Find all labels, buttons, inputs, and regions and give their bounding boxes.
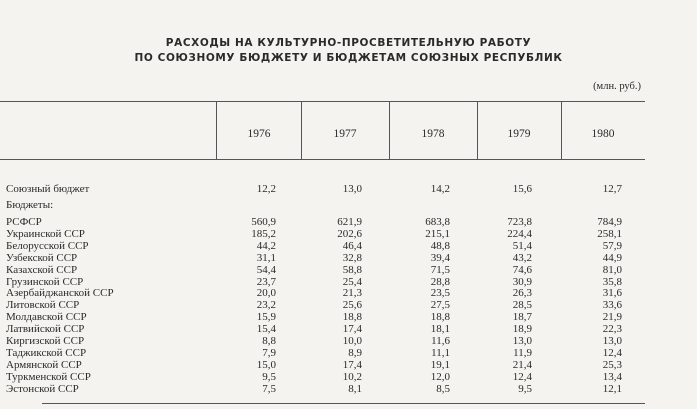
table-row-value: 9,5 bbox=[518, 383, 532, 395]
union-budget-row-value: 15,6 bbox=[512, 183, 532, 195]
table-row-value: 7,9 bbox=[262, 347, 276, 359]
table-row-label: Молдавской ССР bbox=[6, 311, 87, 323]
year-header-1980: 1980 bbox=[591, 128, 615, 140]
table-row-value: 10,0 bbox=[342, 335, 362, 347]
table-row-label: РСФСР bbox=[6, 216, 42, 228]
table-row-label: Туркменской ССР bbox=[6, 371, 91, 383]
union-budget-row-value: 12,7 bbox=[602, 183, 622, 195]
union-budget-row-label: Союзный бюджет bbox=[6, 183, 90, 195]
table-row-value: 30,9 bbox=[512, 276, 532, 288]
table-row-value: 23,5 bbox=[430, 287, 450, 299]
table-row-value: 15,4 bbox=[256, 323, 276, 335]
table-row-value: 26,3 bbox=[512, 287, 532, 299]
table-row-label: Таджикской ССР bbox=[6, 347, 87, 359]
table-row-value: 18,1 bbox=[430, 323, 450, 335]
table-row-value: 33,6 bbox=[602, 299, 622, 311]
table-row-value: 21,9 bbox=[602, 311, 622, 323]
table-row-value: 8,8 bbox=[262, 335, 276, 347]
table-row-value: 25,3 bbox=[602, 359, 622, 371]
table-title-line-1: РАСХОДЫ НА КУЛЬТУРНО-ПРОСВЕТИТЕЛЬНУЮ РАБОТУ bbox=[165, 37, 532, 49]
table-row-value: 32,8 bbox=[342, 252, 362, 264]
table-row-label: Азербайджанской ССР bbox=[6, 287, 114, 299]
table-row-value: 8,5 bbox=[436, 383, 450, 395]
column-divider bbox=[477, 102, 478, 159]
table-row-label: Киргизской ССР bbox=[6, 335, 85, 347]
table-row-value: 39,4 bbox=[430, 252, 450, 264]
table-row-value: 12,0 bbox=[430, 371, 450, 383]
table-row-value: 25,6 bbox=[342, 299, 362, 311]
table-row-label: Грузинской ССР bbox=[6, 276, 84, 288]
table-row-label: Литовской ССР bbox=[6, 299, 80, 311]
year-header-1978: 1978 bbox=[421, 128, 445, 140]
table-row-value: 43,2 bbox=[512, 252, 532, 264]
table-row-value: 12,4 bbox=[602, 347, 622, 359]
table-row-value: 683,8 bbox=[425, 216, 450, 228]
header-top-rule bbox=[0, 101, 645, 102]
union-budget-row-value: 13,0 bbox=[342, 183, 362, 195]
year-header-1977: 1977 bbox=[333, 128, 357, 140]
table-row-value: 12,1 bbox=[602, 383, 622, 395]
year-header-1976: 1976 bbox=[247, 128, 271, 140]
table-bottom-rule bbox=[42, 403, 645, 404]
table-row-value: 23,7 bbox=[256, 276, 276, 288]
table-row-value: 258,1 bbox=[597, 228, 622, 240]
table-row-value: 8,9 bbox=[348, 347, 362, 359]
table-row-value: 19,1 bbox=[430, 359, 450, 371]
table-row-value: 185,2 bbox=[251, 228, 276, 240]
table-row-value: 202,6 bbox=[337, 228, 362, 240]
table-row-value: 35,8 bbox=[602, 276, 622, 288]
table-row-value: 17,4 bbox=[342, 323, 362, 335]
table-row-value: 44,9 bbox=[602, 252, 622, 264]
table-row-value: 621,9 bbox=[337, 216, 362, 228]
table-row-value: 21,4 bbox=[512, 359, 532, 371]
union-budget-row-value: 14,2 bbox=[430, 183, 450, 195]
column-divider bbox=[301, 102, 302, 159]
column-divider bbox=[216, 102, 217, 159]
table-row-value: 28,8 bbox=[430, 276, 450, 288]
table-row-value: 18,9 bbox=[512, 323, 532, 335]
table-row-value: 23,2 bbox=[256, 299, 276, 311]
units-label: (млн. руб.) bbox=[593, 81, 641, 92]
table-row-value: 18,8 bbox=[342, 311, 362, 323]
table-row-value: 21,3 bbox=[342, 287, 362, 299]
table-row-value: 11,9 bbox=[513, 347, 532, 359]
table-row-value: 31,6 bbox=[602, 287, 622, 299]
table-row-value: 20,0 bbox=[256, 287, 276, 299]
table-row-value: 18,8 bbox=[430, 311, 450, 323]
table-row-value: 13,4 bbox=[602, 371, 622, 383]
table-row-label: Латвийской ССР bbox=[6, 323, 85, 335]
table-row-value: 58,8 bbox=[342, 264, 362, 276]
table-row-value: 13,0 bbox=[602, 335, 622, 347]
table-row-value: 31,1 bbox=[256, 252, 276, 264]
table-row-label: Эстонской ССР bbox=[6, 383, 79, 395]
table-row-value: 9,5 bbox=[262, 371, 276, 383]
table-row-value: 74,6 bbox=[512, 264, 532, 276]
table-row-value: 10,2 bbox=[342, 371, 362, 383]
table-row-value: 71,5 bbox=[430, 264, 450, 276]
table-row-value: 15,9 bbox=[256, 311, 276, 323]
column-divider bbox=[389, 102, 390, 159]
table-row-value: 13,0 bbox=[512, 335, 532, 347]
table-row-value: 560,9 bbox=[251, 216, 276, 228]
table-row-value: 18,7 bbox=[512, 311, 532, 323]
header-bottom-rule bbox=[0, 159, 645, 160]
table-row-value: 57,9 bbox=[602, 240, 622, 252]
table-row-value: 8,1 bbox=[348, 383, 362, 395]
table-row-label: Белорусской ССР bbox=[6, 240, 89, 252]
table-row-label: Армянской ССР bbox=[6, 359, 82, 371]
table-row-value: 54,4 bbox=[256, 264, 276, 276]
table-row-value: 25,4 bbox=[342, 276, 362, 288]
table-row-label: Узбекской ССР bbox=[6, 252, 78, 264]
table-row-value: 44,2 bbox=[256, 240, 276, 252]
budgets-subheader-label: Бюджеты: bbox=[6, 199, 54, 211]
table-row-value: 22,3 bbox=[602, 323, 622, 335]
table-row-value: 224,4 bbox=[507, 228, 532, 240]
table-row-label: Украинской ССР bbox=[6, 228, 85, 240]
table-row-value: 17,4 bbox=[342, 359, 362, 371]
table-title-line-2: ПО СОЮЗНОМУ БЮДЖЕТУ И БЮДЖЕТАМ СОЮЗНЫХ РЕСПУБЛИК bbox=[134, 52, 563, 64]
table-row-value: 27,5 bbox=[430, 299, 450, 311]
table-row-value: 81,0 bbox=[602, 264, 622, 276]
table-row-value: 784,9 bbox=[597, 216, 622, 228]
table-row-label: Казахской ССР bbox=[6, 264, 78, 276]
column-divider bbox=[561, 102, 562, 159]
union-budget-row-value: 12,2 bbox=[256, 183, 276, 195]
table-row-value: 51,4 bbox=[512, 240, 532, 252]
table-row-value: 46,4 bbox=[342, 240, 362, 252]
year-header-1979: 1979 bbox=[507, 128, 531, 140]
table-row-value: 11,1 bbox=[431, 347, 450, 359]
table-row-value: 7,5 bbox=[262, 383, 276, 395]
table-row-value: 15,0 bbox=[256, 359, 276, 371]
table-row-value: 215,1 bbox=[425, 228, 450, 240]
table-row-value: 11,6 bbox=[431, 335, 450, 347]
table-row-value: 28,5 bbox=[512, 299, 532, 311]
table-row-value: 723,8 bbox=[507, 216, 532, 228]
table-row-value: 12,4 bbox=[512, 371, 532, 383]
table-row-value: 48,8 bbox=[430, 240, 450, 252]
